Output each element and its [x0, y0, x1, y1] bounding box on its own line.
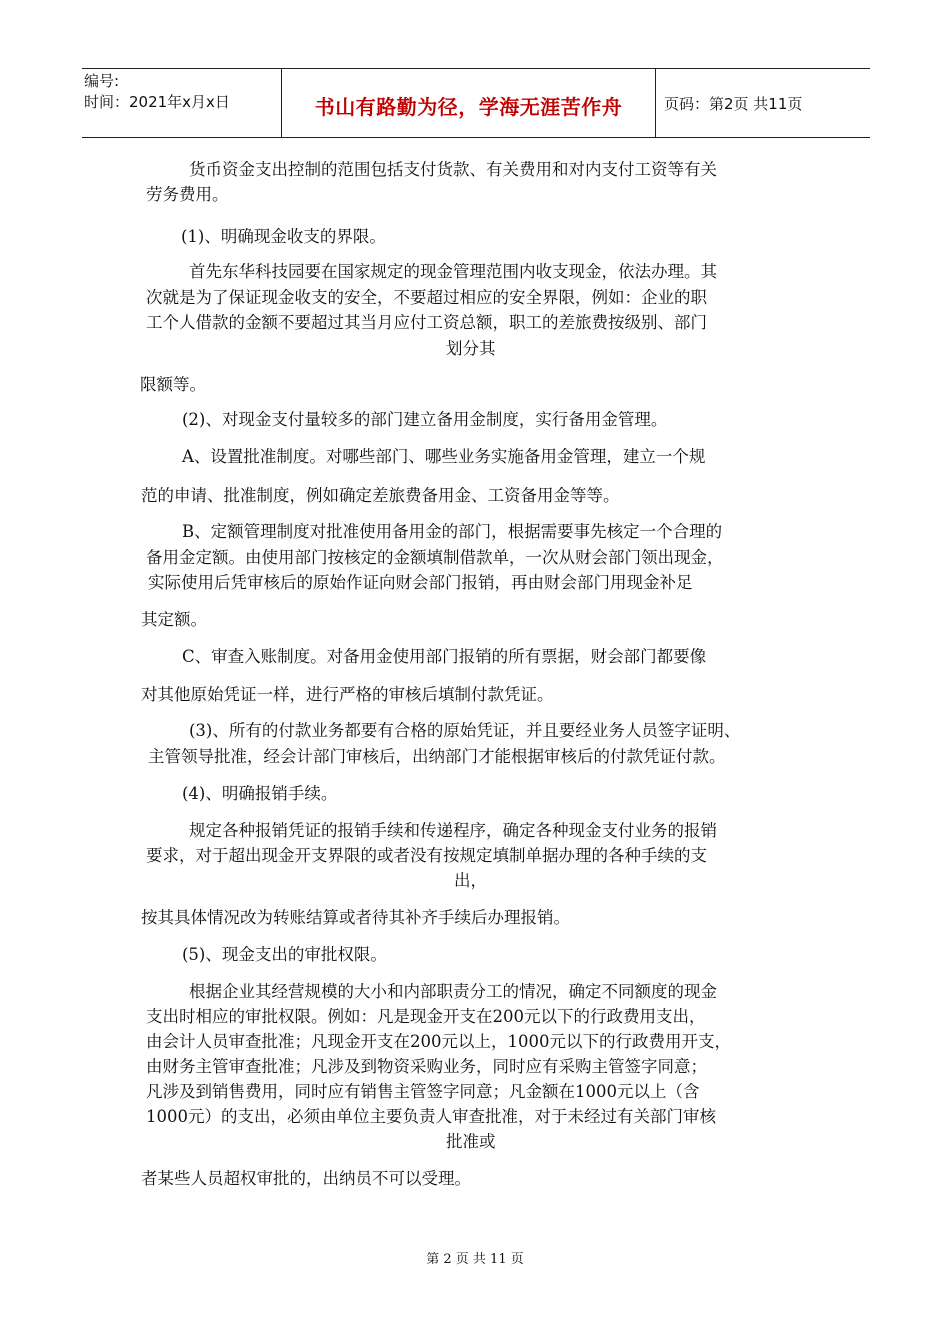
body-line: 由财务主管审查批准；凡涉及到物资采购业务，同时应有采购主管签字同意； [146, 1057, 707, 1076]
body-line: 凡涉及到销售费用，同时应有销售主管签字同意；凡金额在1000元以上（含 [146, 1082, 700, 1101]
body-line: 按其具体情况改为转账结算或者待其补齐手续后办理报销。 [141, 908, 570, 927]
document-date: 时间：2021年x月x日 [84, 93, 230, 111]
document-number-label: 编号: [84, 72, 120, 90]
body-line: B、定额管理制度对批准使用备用金的部门，根据需要事先核定一个合理的 [182, 522, 723, 541]
header-motto-cell [282, 69, 656, 137]
body-line: 支出时相应的审批权限。例如：凡是现金开支在200元以下的行政费用支出， [146, 1007, 706, 1026]
body-line: (1)、明确现金收支的界限。 [181, 227, 386, 246]
body-line: 限额等。 [140, 375, 206, 394]
page-header [82, 68, 870, 138]
body-line: 出， [454, 871, 487, 890]
body-line: 实际使用后凭审核后的原始作证向财会部门报销，再由财会部门用现金补足 [148, 573, 693, 592]
body-line: (2)、对现金支付量较多的部门建立备用金制度，实行备用金管理。 [182, 410, 668, 429]
body-line: 工个人借款的金额不要超过其当月应付工资总额，职工的差旅费按级别、部门 [146, 313, 707, 332]
body-line: C、审查入账制度。对备用金使用部门报销的所有票据，财会部门都要像 [182, 647, 707, 666]
body-line: 要求，对于超出现金开支界限的或者没有按规定填制单据办理的各种手续的支 [146, 846, 707, 865]
page-footer: 第 2 页 共 11 页 [426, 1252, 524, 1267]
body-line: 者某些人员超权审批的，出纳员不可以受理。 [141, 1169, 471, 1188]
body-line: 范的申请、批准制度，例如确定差旅费备用金、工资备用金等等。 [141, 486, 620, 505]
body-line: 划分其 [446, 339, 496, 358]
body-line: 规定各种报销凭证的报销手续和传递程序，确定各种现金支付业务的报销 [189, 821, 717, 840]
body-line: A、设置批准制度。对哪些部门、哪些业务实施备用金管理，建立一个规 [182, 447, 706, 466]
body-line: 备用金定额。由使用部门按核定的金额填制借款单，一次从财会部门领出现金， [146, 548, 724, 567]
body-line: 首先东华科技园要在国家规定的现金管理范围内收支现金，依法办理。其 [189, 262, 717, 281]
body-line: 批准或 [446, 1132, 496, 1151]
body-line: 次就是为了保证现金收支的安全，不要超过相应的安全界限，例如：企业的职 [146, 288, 707, 307]
body-line: (3)、所有的付款业务都要有合格的原始凭证，并且要经业务人员签字证明、 [189, 721, 741, 740]
body-line: 主管领导批准，经会计部门审核后，出纳部门才能根据审核后的付款凭证付款。 [148, 747, 726, 766]
body-line: 由会计人员审查批准；凡现金开支在200元以上，1000元以下的行政费用开支， [146, 1032, 731, 1051]
body-line: (4)、明确报销手续。 [182, 784, 338, 803]
header-motto: 书山有路勤为径，学海无涯苦作舟 [314, 94, 623, 119]
body-line: 1000元）的支出，必须由单位主要负责人审查批准，对于未经过有关部门审核 [146, 1107, 716, 1126]
header-page-info: 页码：第2页 共11页 [664, 94, 803, 113]
body-line: 劳务费用。 [146, 185, 229, 204]
body-line: 货币资金支出控制的范围包括支付货款、有关费用和对内支付工资等有关 [189, 160, 717, 179]
body-line: 其定额。 [141, 610, 207, 629]
body-line: 根据企业其经营规模的大小和内部职责分工的情况，确定不同额度的现金 [189, 982, 717, 1001]
body-line: (5)、现金支出的审批权限。 [182, 945, 387, 964]
body-line: 对其他原始凭证一样，进行严格的审核后填制付款凭证。 [141, 685, 554, 704]
header-meta [82, 69, 282, 137]
